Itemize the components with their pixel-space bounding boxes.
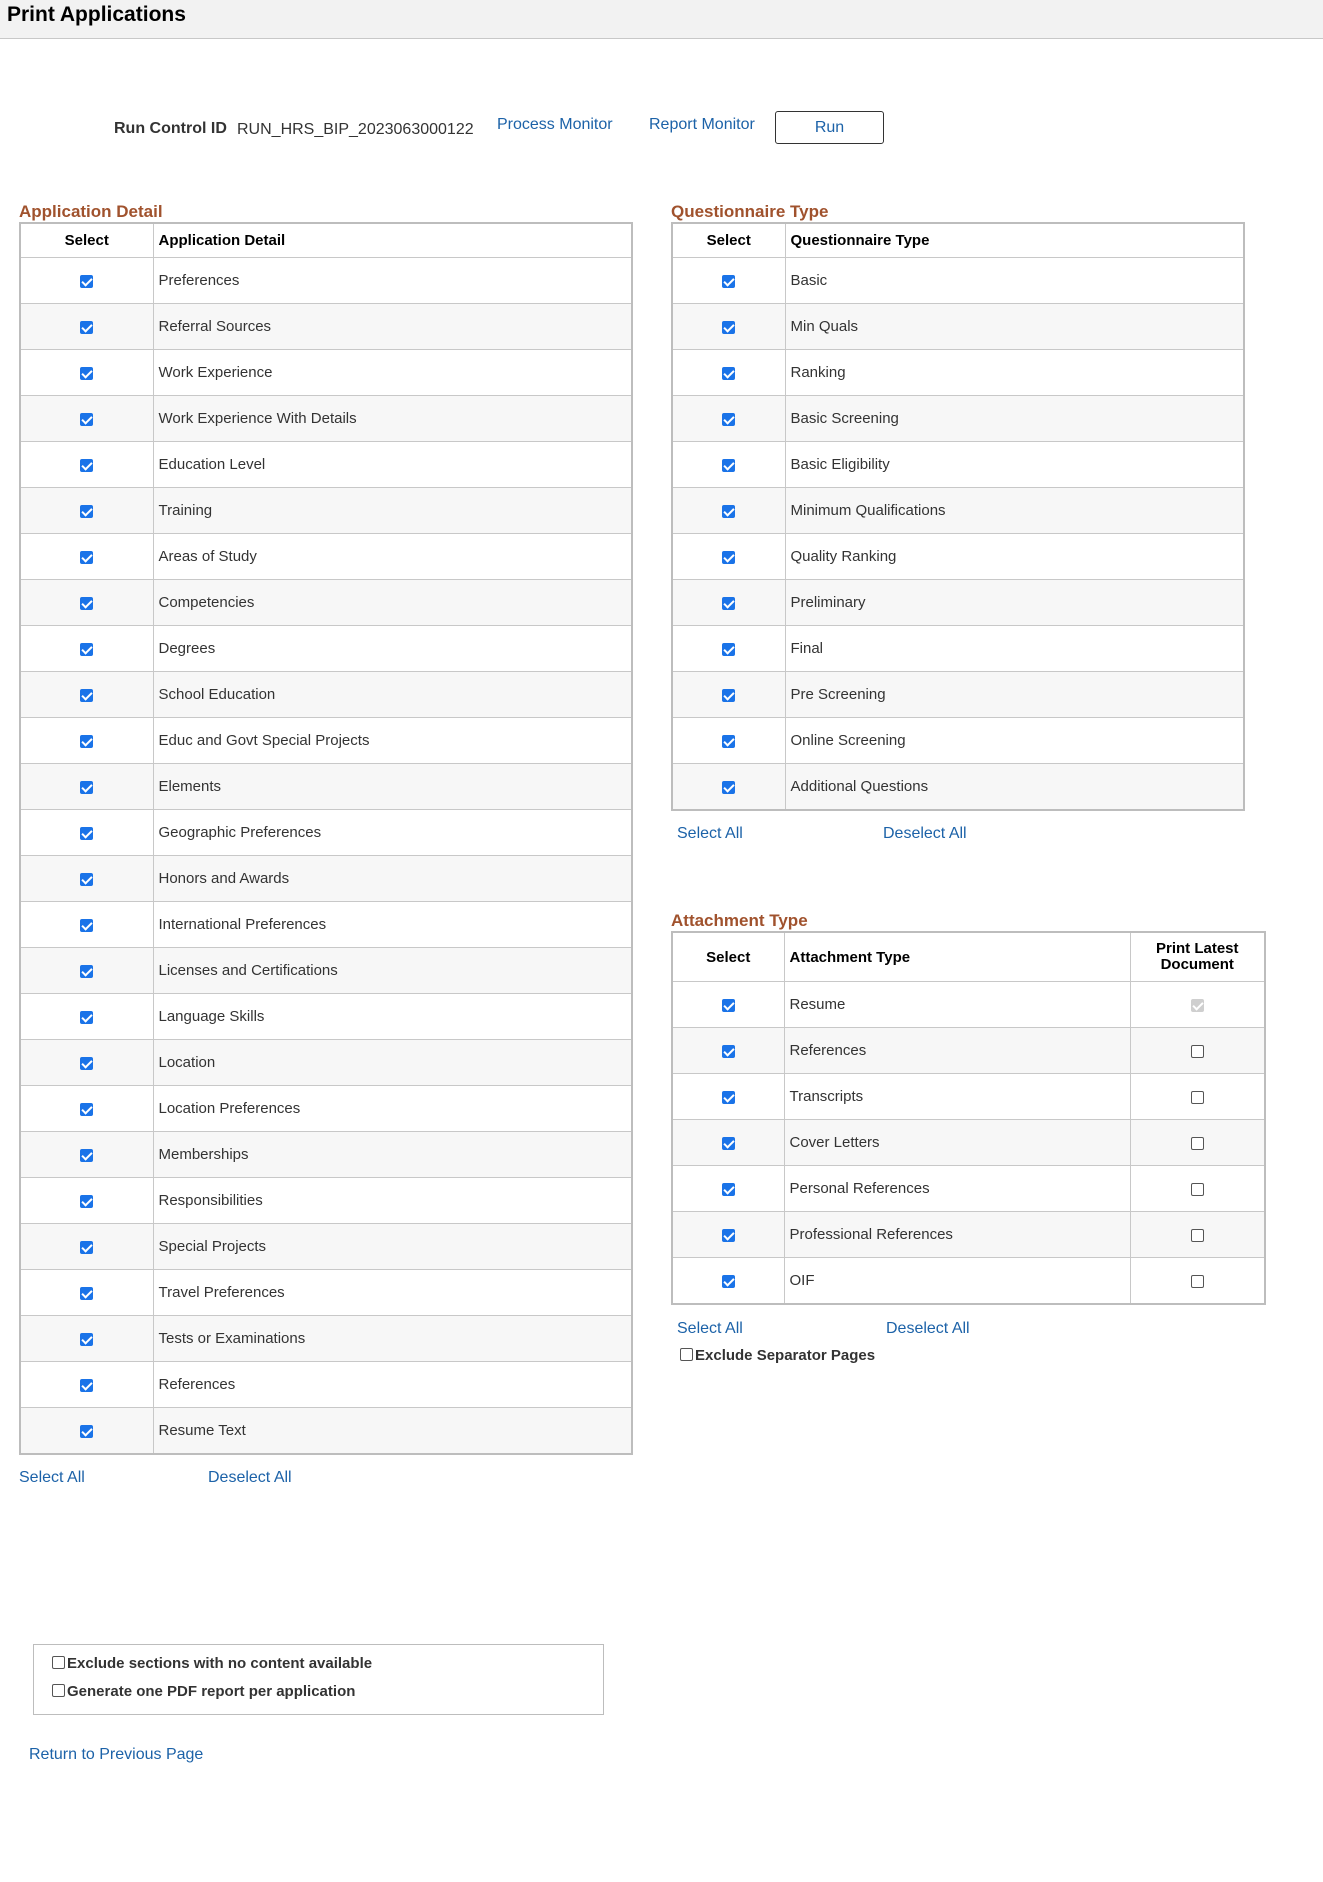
exclude-no-content-option[interactable] [52, 1655, 372, 1672]
return-to-previous-page-link[interactable]: Return to Previous Page [29, 1746, 204, 1763]
row-label: Location Preferences [153, 1086, 632, 1132]
print-latest-cell [1130, 982, 1265, 1028]
row-label: Referral Sources [153, 304, 632, 350]
table-row [20, 902, 632, 948]
row-label: Ranking [785, 350, 1244, 396]
select-cell [20, 1224, 153, 1270]
table-row [20, 1178, 632, 1224]
select-cell [20, 626, 153, 672]
table-row [20, 1408, 632, 1455]
table-row [672, 764, 1244, 811]
row-label: Resume Text [153, 1408, 632, 1455]
attachment-select-all-link[interactable]: Select All [677, 1320, 743, 1337]
select-checkbox-quality-ranking[interactable] [722, 551, 735, 564]
table-row [672, 1166, 1265, 1212]
table-row [20, 442, 632, 488]
row-label: Preferences [153, 258, 632, 304]
col-header-print-latest-line1: Print Latest [1155, 940, 1239, 957]
select-checkbox-elements[interactable] [80, 781, 93, 794]
select-cell [672, 718, 785, 764]
row-label: Basic [785, 258, 1244, 304]
table-row [672, 1074, 1265, 1120]
row-label: Training [153, 488, 632, 534]
select-checkbox-work-experience[interactable] [80, 367, 93, 380]
report-options-box [33, 1644, 604, 1715]
select-cell [20, 994, 153, 1040]
application-detail-select-all-link[interactable]: Select All [19, 1469, 85, 1486]
select-checkbox-areas-of-study[interactable] [80, 551, 93, 564]
select-checkbox-educ-and-govt-special-projects[interactable] [80, 735, 93, 748]
select-cell [672, 580, 785, 626]
col-header-application-detail: Application Detail [153, 223, 632, 258]
select-cell [672, 1028, 784, 1074]
table-row [20, 1040, 632, 1086]
table-row [20, 534, 632, 580]
select-cell [20, 1132, 153, 1178]
select-cell [672, 626, 785, 672]
print-latest-cell [1130, 1074, 1265, 1120]
exclude-separator-pages-label: Exclude Separator Pages [695, 1347, 876, 1364]
row-label: Pre Screening [785, 672, 1244, 718]
select-checkbox-references[interactable] [722, 1045, 735, 1058]
col-header-questionnaire-type: Questionnaire Type [785, 223, 1244, 258]
select-cell [672, 982, 784, 1028]
table-row [20, 350, 632, 396]
table-row [672, 1212, 1265, 1258]
print-latest-checkbox-resume [1191, 999, 1204, 1012]
row-label: School Education [153, 672, 632, 718]
select-checkbox-training[interactable] [80, 505, 93, 518]
row-label: References [153, 1362, 632, 1408]
page-header [0, 0, 1323, 39]
select-cell [672, 488, 785, 534]
select-cell [20, 1178, 153, 1224]
table-row [20, 994, 632, 1040]
print-latest-checkbox-references[interactable] [1191, 1045, 1204, 1058]
table-row [672, 488, 1244, 534]
select-checkbox-ranking[interactable] [722, 367, 735, 380]
table-row [672, 672, 1244, 718]
row-label: International Preferences [153, 902, 632, 948]
table-row [672, 982, 1265, 1028]
print-latest-checkbox-cover-letters[interactable] [1191, 1137, 1204, 1150]
select-checkbox-online-screening[interactable] [722, 735, 735, 748]
col-header-select: Select [672, 223, 785, 258]
table-row [672, 304, 1244, 350]
row-label: Degrees [153, 626, 632, 672]
process-monitor-link[interactable]: Process Monitor [497, 116, 613, 133]
run-control-id-label: Run Control ID [114, 120, 227, 137]
select-checkbox-responsibilities[interactable] [80, 1195, 93, 1208]
select-checkbox-pre-screening[interactable] [722, 689, 735, 702]
one-pdf-per-application-option[interactable] [52, 1683, 355, 1700]
select-checkbox-min-quals[interactable] [722, 321, 735, 334]
table-row [672, 1258, 1265, 1305]
select-cell [20, 534, 153, 580]
table-row [20, 1086, 632, 1132]
row-label: Educ and Govt Special Projects [153, 718, 632, 764]
exclude-no-content-checkbox[interactable] [52, 1656, 65, 1669]
exclude-no-content-label: Exclude sections with no content available [67, 1655, 373, 1672]
select-checkbox-location-preferences[interactable] [80, 1103, 93, 1116]
table-row [20, 1224, 632, 1270]
row-label: Min Quals [785, 304, 1244, 350]
select-cell [672, 534, 785, 580]
application-detail-grid [19, 222, 633, 1455]
table-row [20, 856, 632, 902]
select-checkbox-special-projects[interactable] [80, 1241, 93, 1254]
row-label: Personal References [784, 1166, 1130, 1212]
row-label: Tests or Examinations [153, 1316, 632, 1362]
one-pdf-per-application-checkbox[interactable] [52, 1684, 65, 1697]
select-cell [672, 1074, 784, 1120]
page-title: Print Applications [7, 3, 186, 26]
row-label: Additional Questions [785, 764, 1244, 811]
print-latest-cell [1130, 1028, 1265, 1074]
select-checkbox-oif[interactable] [722, 1275, 735, 1288]
select-cell [20, 902, 153, 948]
row-label: Areas of Study [153, 534, 632, 580]
select-cell [672, 304, 785, 350]
select-checkbox-preliminary[interactable] [722, 597, 735, 610]
select-checkbox-language-skills[interactable] [80, 1011, 93, 1024]
row-label: Elements [153, 764, 632, 810]
select-cell [20, 258, 153, 304]
table-row [20, 764, 632, 810]
select-cell [672, 350, 785, 396]
table-row [20, 718, 632, 764]
select-cell [672, 672, 785, 718]
select-checkbox-transcripts[interactable] [722, 1091, 735, 1104]
select-checkbox-travel-preferences[interactable] [80, 1287, 93, 1300]
print-latest-cell [1130, 1166, 1265, 1212]
run-button[interactable]: Run [775, 111, 884, 144]
select-checkbox-location[interactable] [80, 1057, 93, 1070]
select-checkbox-licenses-and-certifications[interactable] [80, 965, 93, 978]
select-cell [672, 396, 785, 442]
table-row [672, 350, 1244, 396]
row-label: Geographic Preferences [153, 810, 632, 856]
select-checkbox-resume[interactable] [722, 999, 735, 1012]
application-detail-deselect-all-link[interactable]: Deselect All [208, 1469, 292, 1486]
attachment-type-grid [671, 931, 1266, 1305]
select-cell [672, 442, 785, 488]
select-checkbox-tests-or-examinations[interactable] [80, 1333, 93, 1346]
select-checkbox-professional-references[interactable] [722, 1229, 735, 1242]
select-checkbox-basic-screening[interactable] [722, 413, 735, 426]
select-checkbox-preferences[interactable] [80, 275, 93, 288]
row-label: Work Experience With Details [153, 396, 632, 442]
select-checkbox-referral-sources[interactable] [80, 321, 93, 334]
print-latest-cell [1130, 1258, 1265, 1305]
questionnaire-select-all-link[interactable]: Select All [677, 825, 743, 842]
row-label: Minimum Qualifications [785, 488, 1244, 534]
row-label: Basic Eligibility [785, 442, 1244, 488]
table-row [20, 626, 632, 672]
one-pdf-per-application-label: Generate one PDF report per application [67, 1683, 356, 1700]
print-latest-cell [1130, 1120, 1265, 1166]
print-latest-cell [1130, 1212, 1265, 1258]
select-checkbox-work-experience-with-details[interactable] [80, 413, 93, 426]
questionnaire-type-grid [671, 222, 1245, 811]
select-checkbox-cover-letters[interactable] [722, 1137, 735, 1150]
col-header-select: Select [20, 223, 153, 258]
select-cell [20, 948, 153, 994]
row-label: OIF [784, 1258, 1130, 1305]
row-label: Preliminary [785, 580, 1244, 626]
select-cell [20, 442, 153, 488]
select-checkbox-additional-questions[interactable] [722, 781, 735, 794]
select-checkbox-memberships[interactable] [80, 1149, 93, 1162]
questionnaire-deselect-all-link[interactable]: Deselect All [883, 825, 967, 842]
run-control-id-value: RUN_HRS_BIP_2023063000122 [237, 121, 474, 138]
attachment-deselect-all-link[interactable]: Deselect All [886, 1320, 970, 1337]
select-cell [20, 1408, 153, 1455]
select-cell [672, 1258, 784, 1305]
select-checkbox-education-level[interactable] [80, 459, 93, 472]
select-checkbox-personal-references[interactable] [722, 1183, 735, 1196]
select-cell [20, 580, 153, 626]
print-latest-checkbox-oif[interactable] [1191, 1275, 1204, 1288]
col-header-print-latest-line2: Document [1160, 956, 1234, 973]
select-cell [20, 396, 153, 442]
table-row [20, 258, 632, 304]
table-row [20, 488, 632, 534]
table-row [672, 718, 1244, 764]
attachment-type-section-title: Attachment Type [671, 911, 808, 930]
row-label: Licenses and Certifications [153, 948, 632, 994]
table-row [672, 1120, 1265, 1166]
table-row [672, 442, 1244, 488]
select-checkbox-geographic-preferences[interactable] [80, 827, 93, 840]
row-label: Work Experience [153, 350, 632, 396]
print-latest-checkbox-transcripts[interactable] [1191, 1091, 1204, 1104]
select-cell [20, 1316, 153, 1362]
select-checkbox-basic-eligibility[interactable] [722, 459, 735, 472]
select-cell [20, 1040, 153, 1086]
select-checkbox-final[interactable] [722, 643, 735, 656]
select-cell [672, 1166, 784, 1212]
row-label: Honors and Awards [153, 856, 632, 902]
select-checkbox-degrees[interactable] [80, 643, 93, 656]
col-header-select: Select [672, 932, 784, 982]
select-checkbox-competencies[interactable] [80, 597, 93, 610]
print-latest-checkbox-personal-references[interactable] [1191, 1183, 1204, 1196]
row-label: Special Projects [153, 1224, 632, 1270]
exclude-separator-pages-option[interactable] [680, 1347, 875, 1364]
select-cell [20, 672, 153, 718]
table-row [20, 1316, 632, 1362]
table-row [672, 258, 1244, 304]
table-row [672, 580, 1244, 626]
select-cell [20, 856, 153, 902]
select-checkbox-minimum-qualifications[interactable] [722, 505, 735, 518]
select-cell [672, 1212, 784, 1258]
select-cell [672, 764, 785, 811]
select-checkbox-international-preferences[interactable] [80, 919, 93, 932]
row-label: Travel Preferences [153, 1270, 632, 1316]
application-detail-section-title: Application Detail [19, 202, 163, 221]
table-row [672, 396, 1244, 442]
row-label: Location [153, 1040, 632, 1086]
select-cell [20, 810, 153, 856]
table-row [20, 304, 632, 350]
table-row [20, 580, 632, 626]
row-label: Final [785, 626, 1244, 672]
row-label: References [784, 1028, 1130, 1074]
col-header-attachment-type: Attachment Type [784, 932, 1130, 982]
select-checkbox-honors-and-awards[interactable] [80, 873, 93, 886]
report-monitor-link[interactable]: Report Monitor [649, 116, 755, 133]
table-row [20, 1270, 632, 1316]
row-label: Professional References [784, 1212, 1130, 1258]
questionnaire-type-section-title: Questionnaire Type [671, 202, 829, 221]
select-cell [672, 1120, 784, 1166]
select-checkbox-resume-text[interactable] [80, 1425, 93, 1438]
row-label: Quality Ranking [785, 534, 1244, 580]
select-checkbox-references[interactable] [80, 1379, 93, 1392]
table-row [672, 1028, 1265, 1074]
row-label: Online Screening [785, 718, 1244, 764]
row-label: Memberships [153, 1132, 632, 1178]
row-label: Competencies [153, 580, 632, 626]
row-label: Language Skills [153, 994, 632, 1040]
row-label: Transcripts [784, 1074, 1130, 1120]
row-label: Education Level [153, 442, 632, 488]
table-row [672, 534, 1244, 580]
print-latest-checkbox-professional-references[interactable] [1191, 1229, 1204, 1242]
select-cell [20, 1270, 153, 1316]
table-row [20, 810, 632, 856]
table-row [672, 626, 1244, 672]
select-checkbox-basic[interactable] [722, 275, 735, 288]
select-cell [20, 304, 153, 350]
exclude-separator-pages-checkbox[interactable] [680, 1348, 693, 1361]
table-row [20, 1132, 632, 1178]
select-cell [20, 350, 153, 396]
select-cell [20, 1086, 153, 1132]
row-label: Cover Letters [784, 1120, 1130, 1166]
table-row [20, 672, 632, 718]
col-header-print-latest-document [1130, 932, 1265, 982]
select-cell [672, 258, 785, 304]
row-label: Resume [784, 982, 1130, 1028]
row-label: Basic Screening [785, 396, 1244, 442]
row-label: Responsibilities [153, 1178, 632, 1224]
table-row [20, 396, 632, 442]
select-cell [20, 1362, 153, 1408]
table-row [20, 1362, 632, 1408]
table-row [20, 948, 632, 994]
select-cell [20, 488, 153, 534]
select-checkbox-school-education[interactable] [80, 689, 93, 702]
select-cell [20, 718, 153, 764]
select-cell [20, 764, 153, 810]
